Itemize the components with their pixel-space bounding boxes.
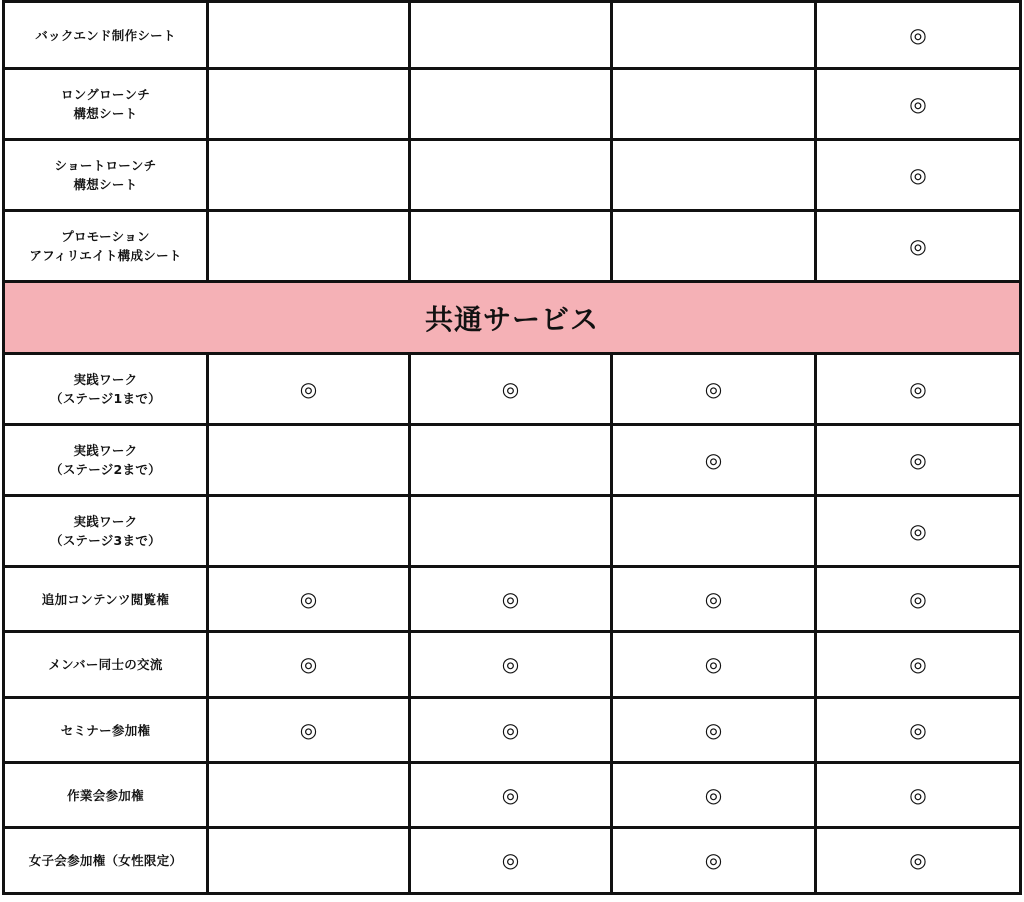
plan-cell — [410, 828, 612, 894]
plan-cell — [816, 2, 1021, 69]
plan-cell — [410, 354, 612, 425]
plan-cell — [612, 698, 816, 763]
table-row — [4, 354, 1021, 425]
feature-label — [5, 512, 206, 550]
plan-cell — [208, 140, 410, 211]
included-mark-icon: ◎ — [909, 782, 927, 807]
feature-label — [5, 227, 206, 265]
plan-cell — [410, 698, 612, 763]
feature-label — [5, 441, 206, 479]
feature-label-line: （ステージ1まで） — [50, 391, 161, 406]
plan-cell — [612, 354, 816, 425]
plan-cell — [208, 354, 410, 425]
feature-label-line: （ステージ2まで） — [50, 462, 161, 477]
plan-cell — [816, 828, 1021, 894]
feature-label-cell — [4, 69, 208, 140]
feature-label-line: ショートローンチ — [54, 158, 157, 173]
plan-cell — [816, 567, 1021, 632]
included-mark-icon: ◎ — [909, 652, 927, 676]
plan-cell — [612, 2, 816, 69]
included-mark-icon: ◎ — [704, 717, 723, 742]
plan-cell — [410, 211, 612, 282]
table-row — [4, 632, 1021, 698]
plan-cell — [208, 69, 410, 140]
included-mark-icon: ◎ — [501, 376, 520, 401]
plan-cell — [208, 496, 410, 567]
included-mark-icon: ◎ — [501, 782, 520, 807]
feature-label — [5, 370, 206, 408]
feature-label-line: ロングローンチ — [60, 87, 151, 102]
plan-cell — [208, 425, 410, 496]
feature-label-line: 女子会参加権（女性限定） — [28, 853, 183, 868]
plan-cell — [410, 763, 612, 828]
included-mark-icon: ◎ — [704, 782, 723, 807]
included-mark-icon: ◎ — [909, 717, 927, 742]
included-mark-icon: ◎ — [704, 652, 723, 676]
plan-cell — [410, 69, 612, 140]
included-mark-icon: ◎ — [501, 848, 520, 872]
plan-cell — [816, 763, 1021, 828]
feature-label-line: 追加コンテンツ閲覧権 — [41, 591, 170, 607]
included-mark-icon: ◎ — [501, 652, 520, 676]
plan-cell — [612, 425, 816, 496]
section-header-row — [4, 282, 1021, 354]
included-mark-icon: ◎ — [909, 447, 927, 472]
feature-label — [5, 156, 206, 194]
included-mark-icon: ◎ — [909, 162, 927, 187]
feature-label-cell — [4, 828, 208, 894]
plan-cell — [816, 425, 1021, 496]
plan-cell — [612, 211, 816, 282]
included-mark-icon: ◎ — [909, 91, 927, 116]
feature-label-line: 実践ワーク — [73, 372, 138, 387]
plan-cell — [208, 2, 410, 69]
feature-label-line: 実践ワーク — [73, 443, 138, 458]
feature-label-line: バックエンド制作シート — [35, 27, 176, 43]
included-mark-icon: ◎ — [704, 848, 723, 872]
feature-label-cell — [4, 496, 208, 567]
plan-cell — [208, 763, 410, 828]
feature-label-line: メンバー同士の交流 — [48, 657, 163, 672]
included-mark-icon: ◎ — [299, 586, 318, 611]
plan-cell — [208, 698, 410, 763]
included-mark-icon: ◎ — [299, 376, 318, 401]
plan-cell — [816, 354, 1021, 425]
included-mark-icon: ◎ — [909, 518, 927, 543]
plan-cell — [816, 211, 1021, 282]
feature-label-cell — [4, 425, 208, 496]
section-title: 共通サービス — [424, 302, 599, 336]
table-row — [4, 211, 1021, 282]
feature-label — [5, 590, 206, 609]
plan-cell — [816, 698, 1021, 763]
plan-cell — [816, 496, 1021, 567]
table-row — [4, 69, 1021, 140]
table-row — [4, 828, 1021, 894]
feature-label-cell — [4, 2, 208, 69]
feature-label-line: 作業会参加権 — [67, 787, 144, 803]
table-row — [4, 2, 1021, 69]
plan-cell — [612, 632, 816, 698]
included-mark-icon: ◎ — [704, 376, 723, 401]
plan-cell — [612, 763, 816, 828]
plan-cell — [816, 140, 1021, 211]
included-mark-icon: ◎ — [909, 22, 927, 47]
included-mark-icon: ◎ — [909, 586, 927, 611]
feature-label-cell — [4, 354, 208, 425]
plan-cell — [208, 828, 410, 894]
plan-cell — [410, 2, 612, 69]
plan-cell — [410, 496, 612, 567]
plan-cell — [410, 425, 612, 496]
included-mark-icon: ◎ — [909, 848, 927, 872]
feature-label-cell — [4, 140, 208, 211]
table-row — [4, 425, 1021, 496]
plan-cell — [410, 140, 612, 211]
table-row — [4, 698, 1021, 763]
included-mark-icon: ◎ — [704, 586, 723, 611]
feature-label — [5, 655, 206, 674]
comparison-table — [2, 0, 1022, 895]
table-body — [4, 2, 1021, 894]
plan-cell — [208, 567, 410, 632]
feature-label — [5, 721, 206, 740]
included-mark-icon: ◎ — [909, 376, 927, 401]
feature-label-cell — [4, 567, 208, 632]
feature-label-cell — [4, 698, 208, 763]
section-header-cell — [4, 282, 1021, 354]
plan-cell — [208, 211, 410, 282]
table-row — [4, 140, 1021, 211]
plan-cell — [612, 496, 816, 567]
plan-cell — [612, 828, 816, 894]
table-row — [4, 496, 1021, 567]
feature-label-line: 構想シート — [73, 106, 138, 121]
included-mark-icon: ◎ — [909, 233, 927, 258]
plan-cell — [816, 69, 1021, 140]
feature-label-line: セミナー参加権 — [60, 722, 151, 738]
feature-label — [5, 26, 206, 45]
feature-label-cell — [4, 211, 208, 282]
plan-cell — [612, 69, 816, 140]
feature-label-cell — [4, 632, 208, 698]
plan-cell — [612, 140, 816, 211]
feature-label — [5, 786, 206, 805]
feature-label-line: （ステージ3まで） — [50, 533, 161, 548]
included-mark-icon: ◎ — [501, 586, 520, 611]
included-mark-icon: ◎ — [501, 717, 520, 742]
feature-label — [5, 851, 206, 870]
included-mark-icon: ◎ — [704, 447, 723, 472]
included-mark-icon: ◎ — [299, 717, 318, 742]
plan-cell — [410, 567, 612, 632]
plan-cell — [410, 632, 612, 698]
plan-cell — [208, 632, 410, 698]
table-row — [4, 567, 1021, 632]
feature-label-line: プロモーション — [61, 229, 150, 244]
included-mark-icon: ◎ — [299, 652, 318, 676]
feature-label-cell — [4, 763, 208, 828]
plan-cell — [612, 567, 816, 632]
feature-label — [5, 85, 206, 123]
plan-cell — [816, 632, 1021, 698]
feature-label-line: 構想シート — [73, 177, 138, 192]
feature-label-line: アフィリエイト構成シート — [29, 248, 182, 263]
feature-label-line: 実践ワーク — [73, 514, 138, 529]
table-row — [4, 763, 1021, 828]
